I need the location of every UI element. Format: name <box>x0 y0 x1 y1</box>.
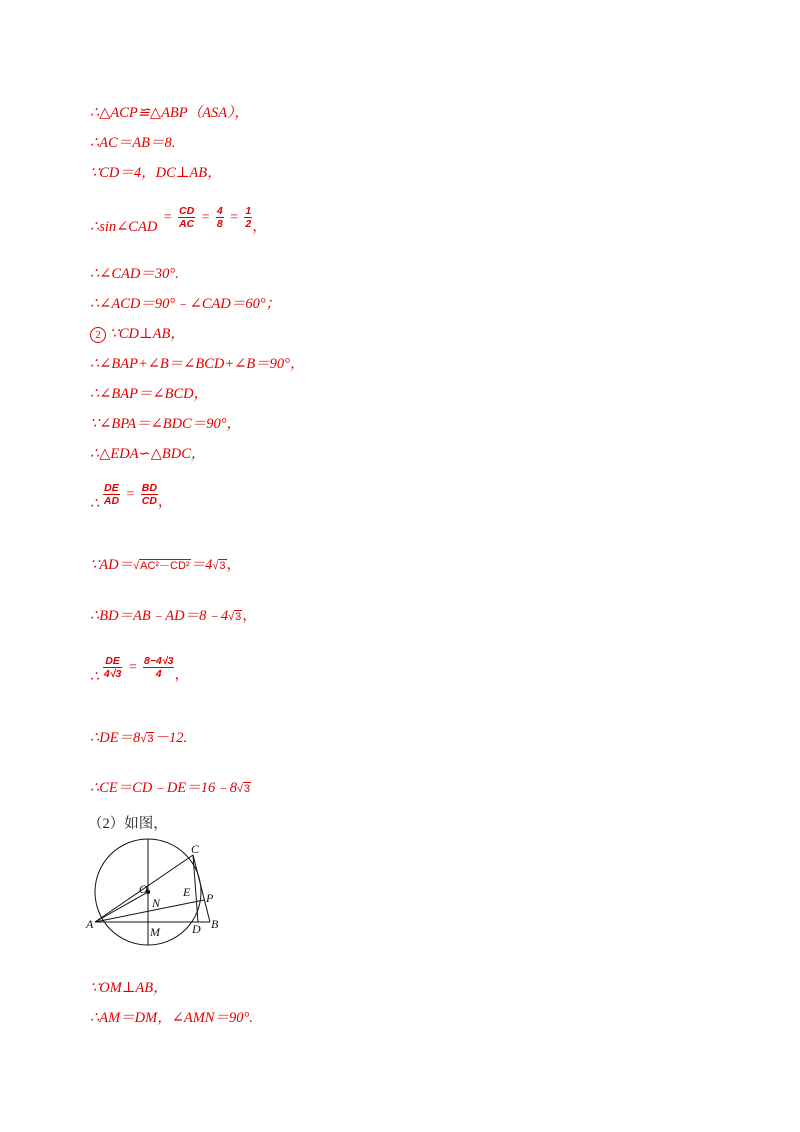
sqrt-3: √3 <box>212 560 226 572</box>
line-cad-30: ∴∠CAD＝30°. <box>90 266 179 282</box>
line-similar: ∴△EDA∽△BDC， <box>90 446 206 462</box>
fraction-cd-ac: $\frac{CD}{AC}$ <box>179 205 195 230</box>
sin-prefix: ∴sin∠CAD <box>90 218 158 235</box>
equals-sign: = <box>200 209 211 225</box>
label-o: O <box>139 882 148 896</box>
label-p: P <box>206 891 214 905</box>
fraction-de-4root3: $\frac{DE}{4√3}$ <box>103 655 122 680</box>
line-ratio-de-ad: ∴ $\frac{DE}{AD}$ = $\frac{BD}{CD}$ ， <box>90 482 173 512</box>
line-om-ab: ∵OM⊥AB， <box>90 980 168 996</box>
line-ad-value: ∵AD＝√AC²－CD²＝4√3， <box>90 557 242 573</box>
fraction-bd-cd: $\frac{BD}{CD}$ <box>141 482 157 507</box>
line-bpa-bdc: ∵∠BPA＝∠BDC＝90°， <box>90 416 242 432</box>
line-part-2-heading: （2）如图， <box>88 816 168 832</box>
label-n: N <box>152 896 161 910</box>
sqrt-3: √3 <box>228 611 242 623</box>
line-de-value: ∴DE＝8√3－12. <box>90 730 188 746</box>
fraction-4-8: $\frac{4}{8}$ <box>216 205 223 230</box>
label-a: A <box>86 917 94 931</box>
label-e: E <box>183 885 191 899</box>
sqrt-3: √3 <box>236 783 251 795</box>
line-part2-start: 2 ∵CD⊥AB， <box>90 322 185 343</box>
sqrt-expression: √AC²－CD² <box>133 560 190 572</box>
line-cd-given: ∵CD＝4，DC⊥AB， <box>90 165 222 181</box>
line-sin-cad: ∴sin∠CAD = $\frac{CD}{AC}$ = $\frac{4}{8}$ = $\frac{1}{2}$ ， <box>90 205 267 235</box>
fraction-de-ad: $\frac{DE}{AD}$ <box>103 482 120 507</box>
geometry-figure <box>86 840 240 950</box>
equals-sign: = <box>229 209 239 225</box>
label-d: D <box>192 922 201 936</box>
line-angle-sum: ∴∠BAP+∠B＝∠BCD+∠B＝90°， <box>90 356 305 372</box>
segment-ao <box>95 892 148 922</box>
label-c: C <box>191 842 200 856</box>
label-b: B <box>211 917 219 931</box>
equals-sign: = <box>162 209 173 225</box>
line-am-dm: ∴AM＝DM，∠AMN＝90°. <box>90 1010 253 1026</box>
label-m: M <box>150 925 160 939</box>
fraction-1-2: $\frac{1}{2}$ <box>245 205 252 230</box>
line-bd-value: ∴BD＝AB﹣AD＝8﹣4√3， <box>90 608 257 624</box>
line-congruence: ∴△ACP≌△ABP（ASA）， <box>90 105 249 121</box>
line-ratio-substituted: ∴ $\frac{DE}{4√3}$ = $\frac{8-4√3}{4}$ ， <box>90 655 189 685</box>
fraction-8minus4root3-4: $\frac{8-4√3}{4}$ <box>144 655 174 680</box>
circled-number: 2 <box>90 327 106 343</box>
line-bap-bcd: ∴∠BAP＝∠BCD， <box>90 386 209 402</box>
line-ce-value: ∴CE＝CD﹣DE＝16﹣8√3 <box>90 780 251 796</box>
line-ac-ab: ∴AC＝AB＝8. <box>90 135 176 151</box>
sqrt-3: √3 <box>140 733 154 745</box>
line-acd-60: ∴∠ACD＝90°﹣∠CAD＝60°； <box>90 296 281 312</box>
